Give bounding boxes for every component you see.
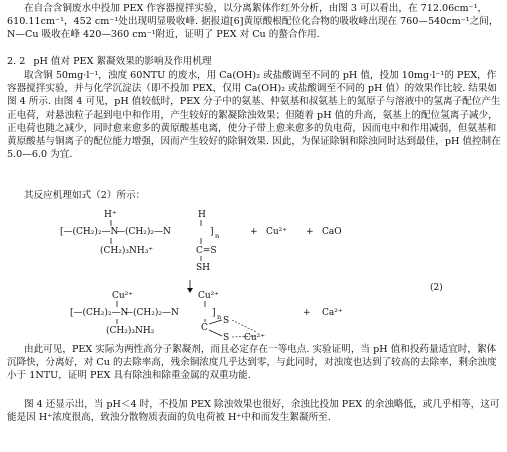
calcium-oxide: CaO <box>322 227 342 237</box>
reactant-aminopropyl: (CH₂)₃NH₃⁺ <box>100 246 154 256</box>
equation-number: (2) <box>430 283 443 293</box>
section-heading <box>7 55 501 68</box>
paragraph-amphoteric: 由此可见，PEX 实际为两性高分子絮凝剂，而且必定存在一等电点. 实验证明，当 pH 值和投药量适宜时，絮体沉降快，分离好，对 Cu 的去除率高，残余铜浓度几乎达到零，与此同时，对浊度也达到了较高的去除率，剩余浊度小于 1NTU，证明 PEX 具有除浊和除重金属的双重功能. <box>7 344 497 382</box>
paragraph-low-ph: 图 4 还显示出，当 pH＜4 时，不投加 PEX 除浊效果也很好，余浊比投加 PEX 的余浊略低，或几乎相等，这可能是因 H⁺浓度很高，致浊分散物质表面的负电荷被 H⁺中和而发生絮凝所至. <box>7 399 500 424</box>
copper-ion: Cu²⁺ <box>266 227 288 237</box>
paragraph-mechanism-intro: 其反应机理如式（2）所示： <box>24 190 146 201</box>
product-copper-label-a: Cu²⁺ <box>112 291 134 301</box>
paragraph-ir-analysis: 在自合含铜废水中投加 PEX 作容器搅拌实验，以分离絮体作红外分析，由图 3 可以看出，在 712.06cm⁻¹，610.11cm⁻¹，452 cm⁻¹处出现明显吸收峰. 据报道[6]黄原酸根配位化合物的吸收峰出现在 760—540cm⁻¹之间，N—Cu 吸收在峰 420—360 cm⁻¹附近，证明了 PEX 对 Cu 的螯合作用. <box>7 3 499 41</box>
paragraph-ph-effect: 取含铜 50mg·l⁻¹，浊度 60NTU 的废水，用 Ca(OH)₂ 或盐酸调至不同的 pH 值，投加 10mg·l⁻¹的 PEX，作容器搅拌实验，并与化学沉淀法（即不投加 PEX，仅用 Ca(OH)₂ 或盐酸调至不同的 pH 值）的效果作比较. 结果如图 4 所示. 由图 4 可见，pH 值较低时，PEX 分子中的氨基、仲氨基和叔氨基上的氮原子与溶液中的氢离子配位产生正电荷，对悬浊粒子起到电中和作用，产生较好的絮凝除浊效果；但随着 pH 值的升高，氨基上的配位氢离子减少，正电荷也随之减少，同时愈来愈多的黄原酸基电离，使分子带上愈来愈多的负电荷，因而电中和作用减弱，但氨基和黄原酸基与铜离子的配位能力增强，因而产生较好的除铜效果. 因此，为保证除铜和除浊同时达到最佳，pH 值控制在 5.0—6.0 为宜. <box>7 70 501 161</box>
reactant-subscript-n: n <box>215 232 220 240</box>
plus-sign: + <box>303 308 311 318</box>
product-copper-label-c: Cu²⁺ <box>244 333 266 343</box>
reactant-h-label: H <box>198 210 206 220</box>
reactant-bracket-close: ] <box>210 227 214 237</box>
section-number: 2. 2 <box>7 56 26 67</box>
product-chain-b: —(CH₂)₂—N <box>124 308 179 318</box>
bond-line <box>209 320 222 324</box>
reaction-arrowhead <box>187 288 193 293</box>
product-subscript-n: n <box>217 313 222 321</box>
reactant-chain-a: [—(CH₂)₂—N <box>60 227 119 237</box>
reaction-scheme <box>0 206 507 344</box>
section-title: pH 值对 PEX 絮凝效果的影响及作用机理 <box>33 56 212 67</box>
coordination-bond <box>232 320 256 332</box>
product-sulfur-a: S <box>223 316 230 326</box>
reaction-svg <box>0 206 507 343</box>
reactant-sh: SH <box>196 263 211 273</box>
calcium-ion: Ca²⁺ <box>322 308 343 318</box>
plus-sign: + <box>250 227 258 237</box>
reactant-cs: C=S <box>196 246 217 256</box>
product-chain-a: [—(CH₂)₂—N <box>70 308 129 318</box>
bond-line <box>209 330 222 336</box>
product-sulfur-b: S <box>223 333 230 343</box>
reactant-h-plus-label: H⁺ <box>104 210 117 220</box>
product-bracket-close: ] <box>212 308 216 318</box>
product-carbon: C <box>201 323 208 333</box>
product-copper-label-b: Cu²⁺ <box>198 291 220 301</box>
plus-sign: + <box>306 227 314 237</box>
reactant-chain-b: —(CH₂)₂—N <box>116 227 171 237</box>
product-aminopropyl: (CH₂)₃NH₂ <box>106 326 155 336</box>
